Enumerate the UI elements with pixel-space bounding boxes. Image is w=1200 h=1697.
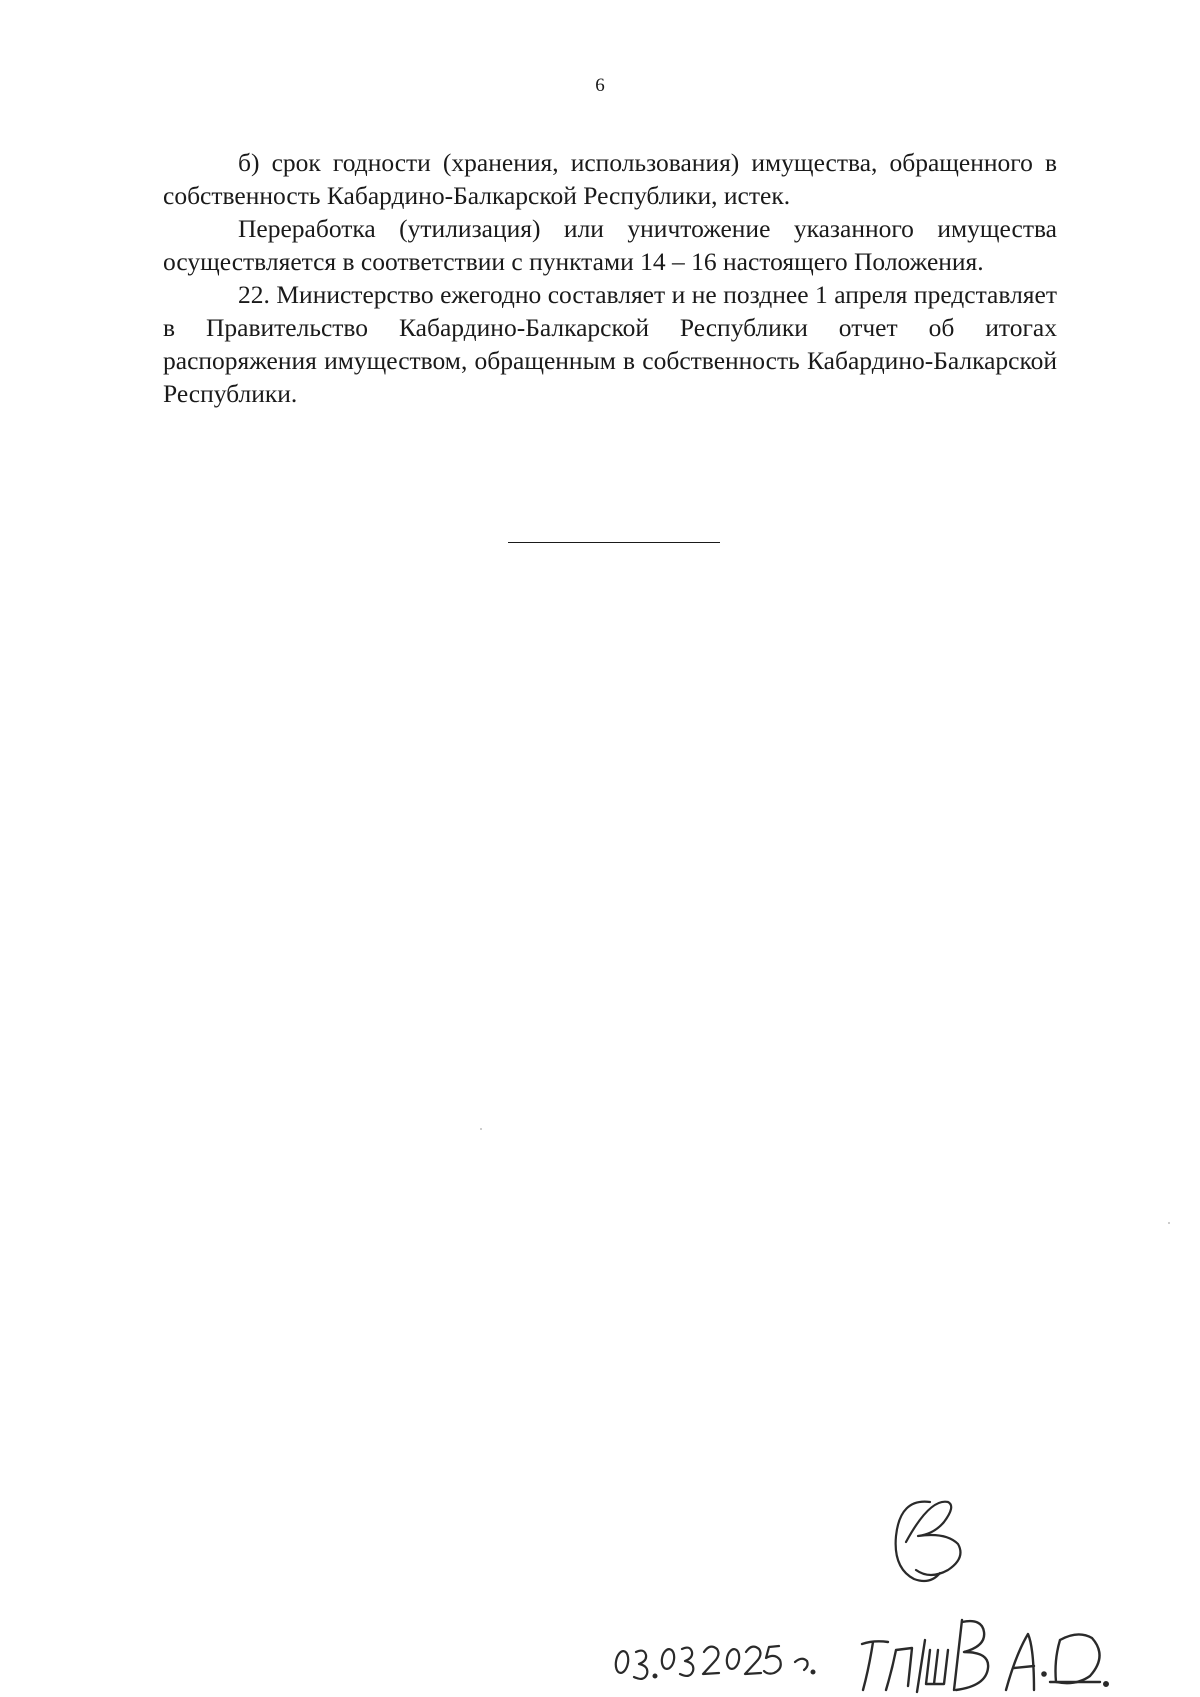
text-line: б) срок годности (хранения, использования) имущества, — [238, 148, 878, 177]
paragraph-recycling — [163, 212, 1057, 278]
page-number: 6 — [595, 75, 605, 96]
text-line: 22. Министерство ежегодно составляет и не позднее 1 апреля — [238, 280, 908, 309]
paragraph-22 — [163, 278, 1057, 410]
signature-name — [862, 1620, 1108, 1692]
handwritten-date — [614, 1646, 814, 1679]
text-line: обращенного в собственность Кабардино-Балкарской Республики, истек. — [163, 148, 1058, 210]
paragraph-item-b — [163, 146, 1057, 212]
text-line: Кабардино-Балкарской Республики. — [163, 346, 1057, 408]
text-line: настоящего Положения. — [723, 247, 984, 276]
text-line: об итогах распоряжения имуществом, обращенным в собственность — [163, 313, 1057, 375]
body-text — [163, 146, 1057, 410]
signature-flourish — [896, 1502, 961, 1581]
end-separator-line — [508, 542, 720, 543]
scan-speck — [480, 1128, 482, 1130]
scan-speck — [1168, 1222, 1170, 1224]
text-line: Переработка (утилизация) или уничтожение указанного — [238, 214, 914, 243]
text-line: имущества осуществляется в соответствии с пунктами 14 – 16 — [163, 214, 1057, 276]
text-line: представляет в Правительство Кабардино-Балкарской Республики отчет — [163, 280, 1057, 342]
